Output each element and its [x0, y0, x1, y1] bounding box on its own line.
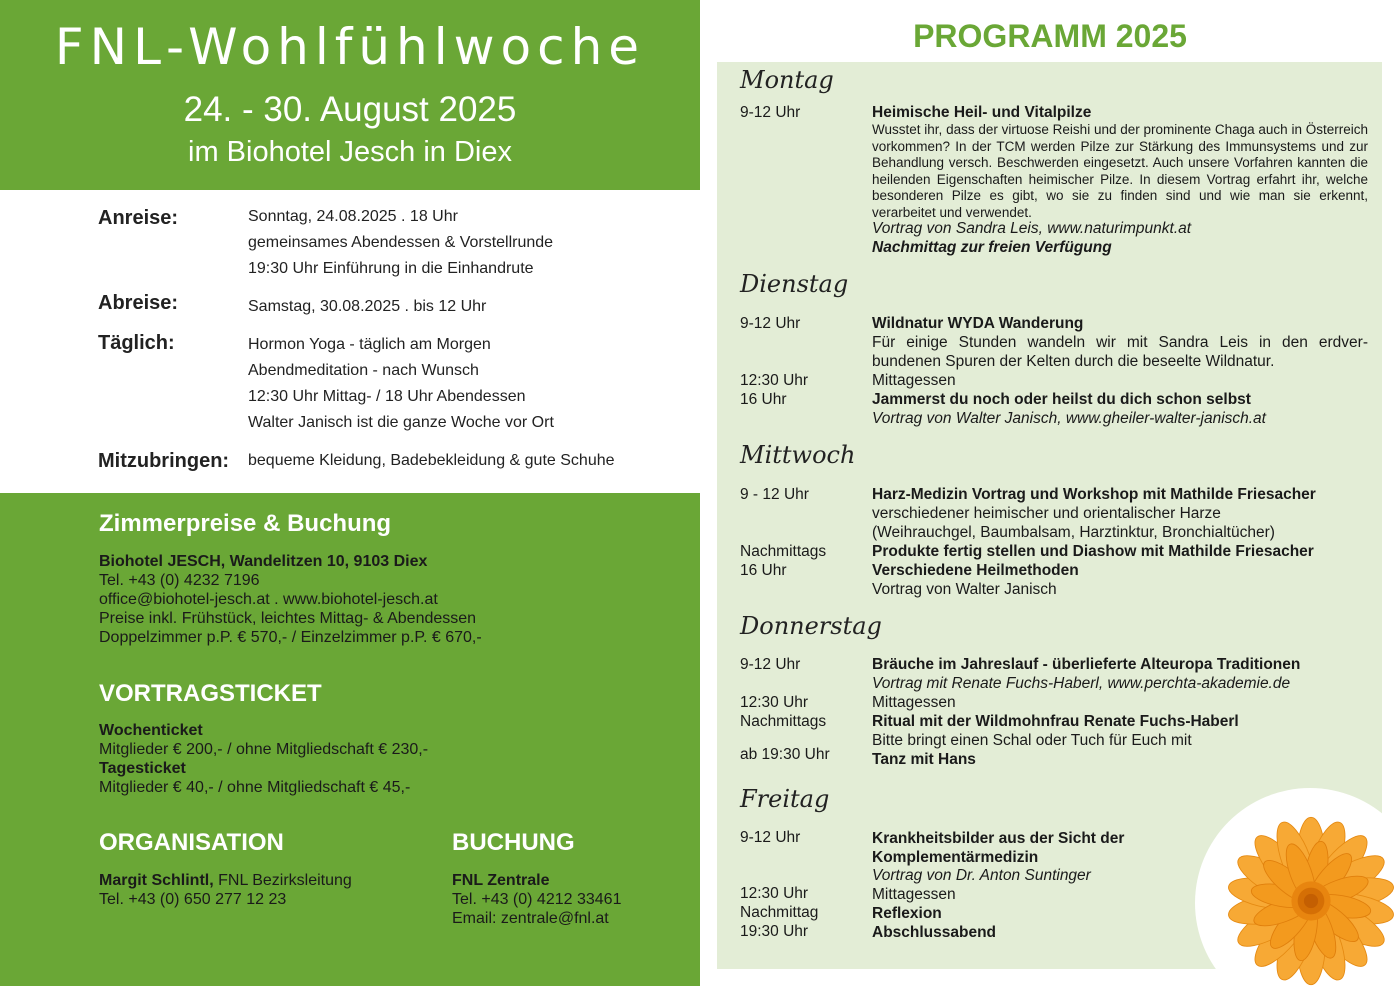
organisation-phone: Tel. +43 (0) 650 277 12 23 [99, 891, 287, 908]
time-label: 9-12 Uhr [740, 315, 801, 332]
event-title: Ritual mit der Wildmohnfrau Renate Fuchs-Haberl [872, 713, 1239, 730]
event-description: Bitte bringt einen Schal oder Tuch für Euch mit [872, 732, 1192, 749]
hotel-web: office@biohotel-jesch.at . www.biohotel-jesch.at [99, 591, 438, 608]
daily-line: Hormon Yoga - täglich am Morgen [248, 336, 491, 353]
daily-line: Abendmeditation - nach Wunsch [248, 362, 479, 379]
hero-banner [0, 0, 700, 190]
week-ticket-label: Wochenticket [99, 722, 203, 739]
organisation-contact [99, 871, 352, 909]
arrival-details [248, 204, 553, 282]
time-label: 12:30 Uhr [740, 885, 809, 902]
event-title: Wildnatur WYDA Wanderung [872, 315, 1084, 332]
hotel-prices: Doppelzimmer p.P. € 570,- / Einzelzimmer p.P. € 670,- [99, 629, 482, 646]
organisation-name: Margit Schlintl, [99, 872, 214, 889]
organisation-role: FNL Bezirksleitung [213, 872, 352, 889]
calendula-flower-image [1222, 812, 1400, 986]
day-heading-tuesday: Dienstag [740, 270, 849, 298]
event-title: Jammerst du noch oder heilst du dich schon selbst [872, 391, 1251, 408]
time-label: 9 - 12 Uhr [740, 486, 809, 503]
event-title: Reflexion [872, 905, 942, 922]
hotel-included: Preise inkl. Frühstück, leichtes Mittag- & Abendessen [99, 610, 477, 627]
time-label: 16 Uhr [740, 391, 787, 408]
booking-name: FNL Zentrale [452, 872, 550, 889]
event-title: Nachmittag zur freien Verfügung [872, 239, 1112, 256]
time-label: 12:30 Uhr [740, 694, 809, 711]
week-ticket-price: Mitglieder € 200,- / ohne Mitgliedschaft € 230,- [99, 741, 429, 758]
event-title: Harz-Medizin Vortrag und Workshop mit Mathilde Friesacher [872, 486, 1316, 503]
event-location: im Biohotel Jesch in Diex [188, 136, 512, 168]
daily-label: Täglich: [98, 332, 175, 354]
event-speaker: Vortrag von Walter Janisch [872, 581, 1057, 598]
time-label: 9-12 Uhr [740, 829, 801, 846]
day-heading-wednesday: Mittwoch [740, 441, 856, 469]
event-title: Mittagessen [872, 372, 956, 389]
departure-label: Abreise: [98, 292, 179, 314]
event-description: (Weihrauchgel, Baumbalsam, Harztinktur, Bronchialtücher) [872, 524, 1275, 541]
booking-phone: Tel. +43 (0) 4212 33461 [452, 891, 622, 908]
event-title: Mittagessen [872, 886, 956, 903]
time-label: 9-12 Uhr [740, 104, 801, 121]
event-description: verschiedener heimischer und orientalischer Harze [872, 505, 1221, 522]
ticket-details [99, 721, 428, 797]
time-label: Nachmittag [740, 904, 819, 921]
daily-details [248, 332, 554, 436]
booking-contact [452, 871, 621, 928]
event-title: Komplementärmedizin [872, 849, 1039, 866]
event-speaker: Vortrag von Walter Janisch, www.gheiler-walter-janisch.at [872, 410, 1266, 427]
event-title: FNL-Wohlfühlwoche [54, 18, 646, 76]
time-label: 9-12 Uhr [740, 656, 801, 673]
time-label: Nachmittags [740, 713, 827, 730]
hotel-phone: Tel. +43 (0) 4232 7196 [99, 572, 260, 589]
day-heading-thursday: Donnerstag [740, 612, 882, 640]
organisation-heading: ORGANISATION [99, 829, 284, 856]
time-label: ab 19:30 Uhr [740, 746, 830, 763]
booking-email: Email: zentrale@fnl.at [452, 910, 609, 927]
rooms-heading: Zimmerpreise & Buchung [99, 510, 392, 537]
event-speaker: Vortrag von Dr. Anton Suntinger [872, 867, 1091, 884]
info-section [0, 190, 700, 493]
bring-value: bequeme Kleidung, Badebekleidung & gute Schuhe [248, 452, 615, 469]
event-description: Für einige Stunden wandeln wir mit Sandra Leis in den erdver-bundenen Spuren der Kelten durch die beseelte Wildnatur. [872, 334, 1368, 370]
time-label: 19:30 Uhr [740, 923, 809, 940]
day-ticket-price: Mitglieder € 40,- / ohne Mitgliedschaft € 45,- [99, 779, 411, 796]
arrival-label: Anreise: [98, 207, 179, 229]
ticket-heading: VORTRAGSTICKET [99, 680, 322, 707]
hotel-address: Biohotel JESCH, Wandelitzen 10, 9103 Diex [99, 553, 428, 570]
event-title: Verschiedene Heilmethoden [872, 562, 1079, 579]
arrival-line: gemeinsames Abendessen & Vorstellrunde [248, 234, 554, 251]
daily-line: 12:30 Uhr Mittag- / 18 Uhr Abendessen [248, 388, 526, 405]
event-title: Abschlussabend [872, 924, 997, 941]
event-description: Wusstet ihr, dass der virtuose Reishi und der prominente Chaga auch in Österreich vorkommen? In der TCM werden Pilze zur Stärkung des Immunsystems und zur Behandlung versch. Beschwerden eingesetzt. Auch unsere Vorfahren kannten die heilenden Eigenschaften heimischer Pilze. In diesem Vortrag erfahrt ihr, welche besonderen Pilze es gibt, wo sie zu finden sind und wie man sie erkennt, verarbeitet und verwendet. [872, 122, 1368, 220]
time-label: Nachmittags [740, 543, 827, 560]
arrival-line: Sonntag, 24.08.2025 . 18 Uhr [248, 208, 458, 225]
event-title: Bräuche im Jahreslauf - überlieferte Alteuropa Traditionen [872, 656, 1301, 673]
daily-line: Walter Janisch ist die ganze Woche vor Ort [248, 414, 554, 431]
hotel-contact [99, 552, 482, 647]
booking-section [0, 493, 700, 986]
event-speaker: Vortrag von Sandra Leis, www.naturimpunkt.at [872, 220, 1192, 237]
event-title: Tanz mit Hans [872, 751, 976, 768]
day-ticket-label: Tagesticket [99, 760, 186, 777]
event-title: Krankheitsbilder aus der Sicht der [872, 830, 1125, 847]
arrival-line: 19:30 Uhr Einführung in die Einhandrute [248, 260, 534, 277]
event-title: Produkte fertig stellen und Diashow mit Mathilde Friesacher [872, 543, 1314, 560]
bring-label: Mitzubringen: [98, 450, 230, 472]
event-dates: 24. - 30. August 2025 [183, 90, 517, 129]
time-label: 12:30 Uhr [740, 372, 809, 389]
booking-heading: BUCHUNG [452, 829, 575, 856]
event-speaker: Vortrag mit Renate Fuchs-Haberl, www.perchta-akademie.de [872, 675, 1291, 692]
program-title: PROGRAMM 2025 [913, 18, 1187, 54]
event-title: Mittagessen [872, 694, 956, 711]
event-title: Heimische Heil- und Vitalpilze [872, 104, 1092, 121]
day-heading-monday: Montag [740, 66, 834, 94]
time-label: 16 Uhr [740, 562, 787, 579]
day-heading-friday: Freitag [740, 785, 830, 813]
departure-value: Samstag, 30.08.2025 . bis 12 Uhr [248, 298, 487, 315]
